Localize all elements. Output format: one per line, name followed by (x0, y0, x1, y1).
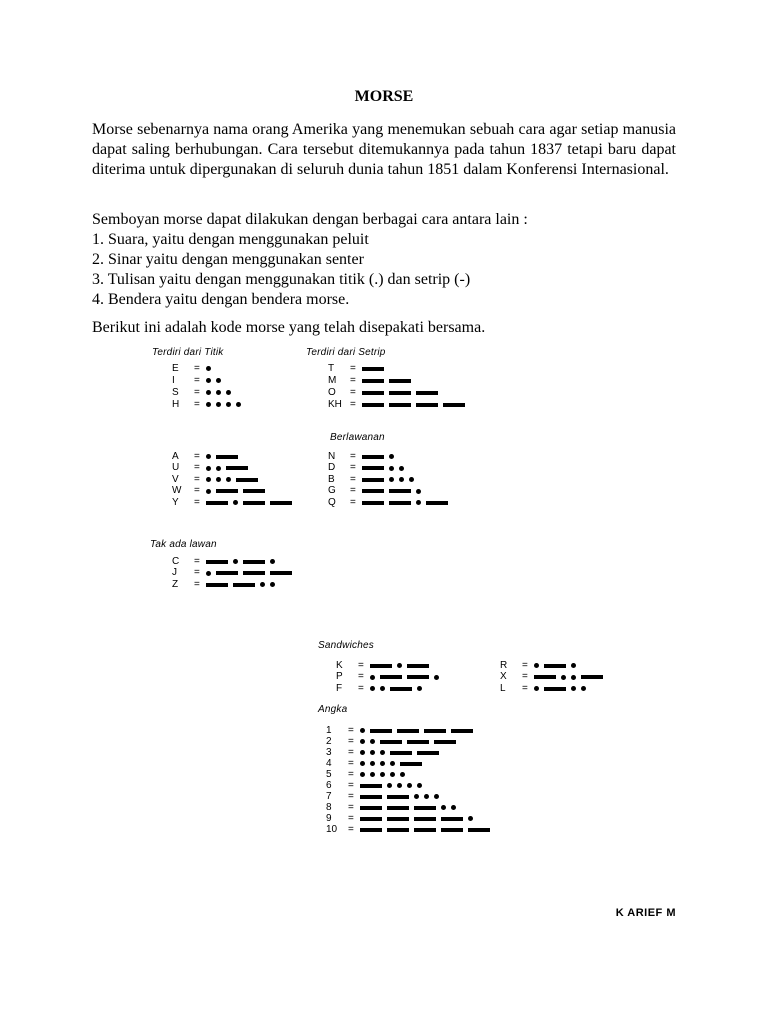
group-title-opposites: Berlawanan (330, 432, 385, 443)
morse-dot (451, 805, 456, 810)
morse-dot (390, 761, 395, 766)
morse-dash (243, 560, 265, 564)
morse-row (172, 569, 292, 578)
morse-dash (389, 403, 411, 407)
equals-sign: = (350, 473, 356, 485)
morse-code (360, 761, 422, 766)
morse-dot (417, 783, 422, 788)
equals-sign: = (522, 671, 528, 682)
morse-row (326, 825, 490, 834)
morse-dot (389, 466, 394, 471)
equals-sign: = (350, 374, 356, 386)
morse-dash (362, 379, 384, 383)
morse-dash (451, 729, 473, 733)
morse-code (370, 663, 429, 668)
morse-letter: E (172, 362, 179, 374)
equals-sign: = (350, 362, 356, 374)
morse-row (172, 464, 248, 473)
morse-dot (226, 402, 231, 407)
morse-letter: U (172, 462, 180, 473)
morse-dash (362, 466, 384, 470)
morse-letter: 10 (326, 823, 338, 835)
morse-dot (260, 582, 265, 587)
morse-dot (534, 686, 539, 691)
morse-letter: O (328, 386, 336, 398)
morse-dot (399, 477, 404, 482)
morse-dash (387, 817, 409, 821)
morse-dash (360, 828, 382, 832)
morse-code (534, 663, 576, 668)
page-title: MORSE (354, 88, 414, 105)
morse-dash (206, 583, 228, 587)
morse-dot (571, 663, 576, 668)
morse-dot (400, 772, 405, 777)
author-signature: K ARIEF M (615, 907, 676, 919)
morse-dot (216, 378, 221, 383)
morse-dash (380, 740, 402, 744)
morse-letter: X (500, 671, 507, 682)
morse-row (326, 781, 422, 790)
morse-dash (233, 583, 255, 587)
equals-sign: = (350, 398, 356, 410)
morse-dot (370, 739, 375, 744)
list-item: 1. Suara, yaitu dengan menggunakan peluit (92, 231, 369, 248)
morse-dash (390, 687, 412, 691)
morse-dash (216, 571, 238, 575)
morse-dot (571, 686, 576, 691)
morse-letter: D (328, 462, 336, 473)
morse-code (360, 750, 439, 755)
morse-row (326, 726, 473, 735)
equals-sign: = (348, 768, 354, 780)
morse-dot (206, 571, 211, 576)
morse-letter: G (328, 485, 336, 496)
morse-dot (380, 761, 385, 766)
morse-dot (206, 489, 211, 494)
morse-row (328, 487, 421, 496)
morse-dash (362, 501, 384, 505)
morse-row (172, 376, 221, 385)
morse-code (206, 500, 292, 505)
morse-dot (206, 466, 211, 471)
morse-row (172, 557, 275, 566)
morse-code (360, 794, 439, 799)
morse-code (362, 477, 414, 482)
morse-letter: 9 (326, 812, 332, 824)
morse-dash (362, 489, 384, 493)
morse-code (362, 391, 438, 395)
group-title-sandwiches: Sandwiches (318, 640, 374, 651)
morse-row (326, 770, 405, 779)
morse-dot (360, 772, 365, 777)
morse-dash (362, 455, 384, 459)
equals-sign: = (194, 450, 200, 462)
morse-row (326, 748, 439, 757)
equals-sign: = (350, 450, 356, 462)
equals-sign: = (350, 462, 356, 473)
morse-dash (400, 762, 422, 766)
equals-sign: = (194, 473, 200, 485)
morse-row (336, 661, 429, 670)
morse-code (206, 366, 211, 371)
group-title-dots: Terdiri dari Titik (152, 347, 224, 358)
morse-row (328, 376, 411, 385)
morse-dot (206, 454, 211, 459)
morse-code (206, 454, 238, 459)
morse-row (172, 400, 241, 409)
morse-letter: T (328, 362, 335, 374)
equals-sign: = (348, 812, 354, 824)
morse-row (172, 475, 258, 484)
morse-dot (226, 477, 231, 482)
morse-letter: 6 (326, 779, 332, 791)
morse-code (362, 500, 448, 505)
morse-code (360, 728, 473, 733)
morse-letter: A (172, 450, 179, 462)
morse-dash (360, 817, 382, 821)
morse-letter: C (172, 555, 180, 567)
list-item: 4. Bendera yaitu dengan bendera morse. (92, 291, 350, 308)
morse-dot (370, 686, 375, 691)
equals-sign: = (194, 578, 200, 590)
morse-dash (206, 560, 228, 564)
group-title-no-opposite: Tak ada lawan (150, 539, 217, 550)
equals-sign: = (358, 682, 364, 694)
equals-sign: = (194, 386, 200, 398)
morse-dash (206, 501, 228, 505)
morse-dash (544, 687, 566, 691)
equals-sign: = (358, 659, 364, 671)
equals-sign: = (522, 659, 528, 671)
morse-letter: V (172, 473, 179, 485)
morse-code (206, 390, 231, 395)
morse-letter: 8 (326, 801, 332, 813)
paragraph-history: Morse sebenarnya nama orang Amerika yang menemukan sebuah cara agar setiap manusia dapat saling berhubungan. Cara tersebut ditemukannya pada tahun 1837 tetapi baru dapat diterima untuk dipergunakan di seluruh dunia tahun 1851 dalam Konferensi Internasional. (92, 121, 676, 178)
morse-dash (370, 729, 392, 733)
morse-dash (270, 501, 292, 505)
morse-dot (370, 772, 375, 777)
morse-dash (441, 817, 463, 821)
morse-dash (216, 455, 238, 459)
equals-sign: = (348, 735, 354, 747)
morse-dash (360, 806, 382, 810)
morse-dot (407, 783, 412, 788)
morse-dot (206, 378, 211, 383)
morse-letter: W (172, 485, 182, 496)
equals-sign: = (194, 485, 200, 496)
morse-dot (416, 500, 421, 505)
morse-letter: 3 (326, 746, 332, 758)
morse-letter: R (500, 659, 508, 671)
morse-letter: N (328, 450, 336, 462)
morse-letter: 5 (326, 768, 332, 780)
morse-dot (216, 402, 221, 407)
morse-code (534, 675, 603, 680)
morse-row (328, 400, 465, 409)
equals-sign: = (194, 362, 200, 374)
morse-dot (441, 805, 446, 810)
morse-dot (206, 366, 211, 371)
morse-dot (424, 794, 429, 799)
morse-dash (243, 501, 265, 505)
morse-dash (216, 489, 238, 493)
equals-sign: = (348, 746, 354, 758)
morse-dot (397, 783, 402, 788)
morse-dash (441, 828, 463, 832)
morse-dot (233, 500, 238, 505)
morse-code (206, 466, 248, 471)
morse-dash (390, 751, 412, 755)
morse-dot (409, 477, 414, 482)
morse-dot (389, 477, 394, 482)
morse-dot (360, 750, 365, 755)
morse-row (172, 388, 231, 397)
morse-row (172, 580, 275, 589)
morse-dash (270, 571, 292, 575)
morse-row (326, 759, 422, 768)
morse-dash (426, 501, 448, 505)
morse-dot (226, 390, 231, 395)
morse-code (206, 378, 221, 383)
morse-letter: 2 (326, 735, 332, 747)
morse-row (500, 673, 603, 682)
morse-dash (417, 751, 439, 755)
morse-dot (397, 663, 402, 668)
equals-sign: = (358, 671, 364, 682)
morse-dash (544, 664, 566, 668)
morse-letter: H (172, 398, 180, 410)
morse-dot (399, 466, 404, 471)
morse-code (360, 739, 456, 744)
morse-letter: F (336, 682, 343, 694)
morse-code (370, 686, 422, 691)
morse-code (206, 477, 258, 482)
morse-letter: L (500, 682, 506, 694)
morse-dot (434, 675, 439, 680)
morse-dash (389, 501, 411, 505)
morse-letter: M (328, 374, 337, 386)
morse-letter: Z (172, 578, 179, 590)
morse-letter: KH (328, 398, 342, 410)
morse-dot (216, 477, 221, 482)
morse-row (172, 487, 265, 496)
morse-dash (387, 795, 409, 799)
morse-code (370, 675, 439, 680)
morse-dash (407, 664, 429, 668)
morse-dot (380, 772, 385, 777)
morse-dot (270, 582, 275, 587)
group-title-dashes: Terdiri dari Setrip (306, 347, 386, 358)
morse-dot (206, 402, 211, 407)
morse-dot (206, 477, 211, 482)
morse-dash (360, 795, 382, 799)
group-title-numbers: Angka (318, 704, 348, 715)
morse-dot (571, 675, 576, 680)
morse-code (206, 571, 292, 576)
equals-sign: = (348, 724, 354, 736)
morse-dash (397, 729, 419, 733)
morse-dot (561, 675, 566, 680)
morse-code (360, 772, 405, 777)
morse-dash (434, 740, 456, 744)
morse-dot (360, 761, 365, 766)
morse-letter: Y (172, 496, 179, 508)
morse-code (362, 403, 465, 407)
morse-dot (416, 489, 421, 494)
morse-code (206, 582, 275, 587)
equals-sign: = (350, 496, 356, 508)
paragraph-agreed-codes: Berikut ini adalah kode morse yang telah disepakati bersama. (92, 319, 486, 336)
morse-row (326, 803, 456, 812)
morse-dot (387, 783, 392, 788)
equals-sign: = (348, 757, 354, 769)
morse-dash (387, 828, 409, 832)
equals-sign: = (194, 398, 200, 410)
morse-letter: P (336, 671, 343, 682)
equals-sign: = (350, 386, 356, 398)
morse-dot (216, 466, 221, 471)
morse-dash (362, 367, 384, 371)
equals-sign: = (194, 496, 200, 508)
morse-dash (387, 806, 409, 810)
morse-letter: 1 (326, 724, 332, 736)
morse-dash (414, 806, 436, 810)
morse-code (206, 559, 275, 564)
morse-code (362, 489, 421, 494)
morse-dash (362, 478, 384, 482)
morse-dot (360, 728, 365, 733)
morse-dash (226, 466, 248, 470)
morse-dot (370, 761, 375, 766)
morse-dot (390, 772, 395, 777)
morse-dot (370, 750, 375, 755)
morse-dot (270, 559, 275, 564)
morse-row (326, 814, 473, 823)
morse-dot (233, 559, 238, 564)
morse-dash (389, 391, 411, 395)
methods-intro: Semboyan morse dapat dilakukan dengan berbagai cara antara lain : (92, 211, 528, 228)
morse-dot (417, 686, 422, 691)
morse-dash (362, 403, 384, 407)
morse-dash (389, 379, 411, 383)
morse-code (360, 783, 422, 788)
equals-sign: = (348, 823, 354, 835)
morse-code (206, 402, 241, 407)
morse-row (172, 452, 238, 461)
equals-sign: = (350, 485, 356, 496)
morse-letter: J (172, 567, 177, 578)
morse-code (360, 828, 490, 832)
morse-code (360, 805, 456, 810)
morse-dash (407, 740, 429, 744)
equals-sign: = (194, 374, 200, 386)
morse-dot (468, 816, 473, 821)
morse-dot (434, 794, 439, 799)
equals-sign: = (348, 790, 354, 802)
morse-row (172, 364, 211, 373)
morse-letter: 7 (326, 790, 332, 802)
morse-row (328, 388, 438, 397)
list-item: 2. Sinar yaitu dengan menggunakan senter (92, 251, 364, 268)
morse-row (328, 364, 384, 373)
morse-dash (407, 675, 429, 679)
morse-dash (370, 664, 392, 668)
morse-dot (370, 675, 375, 680)
morse-row (326, 737, 456, 746)
list-item: 3. Tulisan yaitu dengan menggunakan titik (.) dan setrip (-) (92, 271, 471, 288)
morse-dash (243, 489, 265, 493)
morse-dash (360, 784, 382, 788)
morse-dash (468, 828, 490, 832)
morse-dash (380, 675, 402, 679)
morse-code (362, 367, 384, 371)
morse-dot (236, 402, 241, 407)
morse-dot (380, 750, 385, 755)
morse-dot (206, 390, 211, 395)
morse-row (328, 464, 404, 473)
morse-code (362, 454, 394, 459)
morse-code (362, 379, 411, 383)
morse-row (328, 498, 448, 507)
morse-row (328, 475, 414, 484)
morse-letter: I (172, 374, 175, 386)
morse-row (326, 792, 439, 801)
morse-letter: S (172, 386, 179, 398)
morse-dash (416, 403, 438, 407)
morse-dot (534, 663, 539, 668)
morse-dash (243, 571, 265, 575)
equals-sign: = (194, 462, 200, 473)
morse-dot (380, 686, 385, 691)
morse-dash (581, 675, 603, 679)
equals-sign: = (194, 555, 200, 567)
morse-dot (216, 390, 221, 395)
morse-row (500, 661, 576, 670)
morse-dash (389, 489, 411, 493)
morse-dot (581, 686, 586, 691)
equals-sign: = (522, 682, 528, 694)
morse-dash (534, 675, 556, 679)
morse-letter: B (328, 473, 335, 485)
morse-dash (443, 403, 465, 407)
morse-code (206, 489, 265, 494)
morse-dash (414, 828, 436, 832)
morse-dash (414, 817, 436, 821)
morse-dash (416, 391, 438, 395)
morse-code (534, 686, 586, 691)
morse-dash (236, 478, 258, 482)
morse-letter: K (336, 659, 343, 671)
morse-row (328, 452, 394, 461)
morse-row (336, 673, 439, 682)
morse-row (172, 498, 292, 507)
morse-letter: Q (328, 496, 336, 508)
equals-sign: = (348, 801, 354, 813)
morse-dot (389, 454, 394, 459)
morse-dot (360, 739, 365, 744)
morse-letter: 4 (326, 757, 332, 769)
equals-sign: = (194, 567, 200, 578)
morse-row (336, 684, 422, 693)
morse-code (362, 466, 404, 471)
morse-dot (414, 794, 419, 799)
morse-code (360, 816, 473, 821)
morse-dash (424, 729, 446, 733)
equals-sign: = (348, 779, 354, 791)
morse-row (500, 684, 586, 693)
morse-dash (362, 391, 384, 395)
